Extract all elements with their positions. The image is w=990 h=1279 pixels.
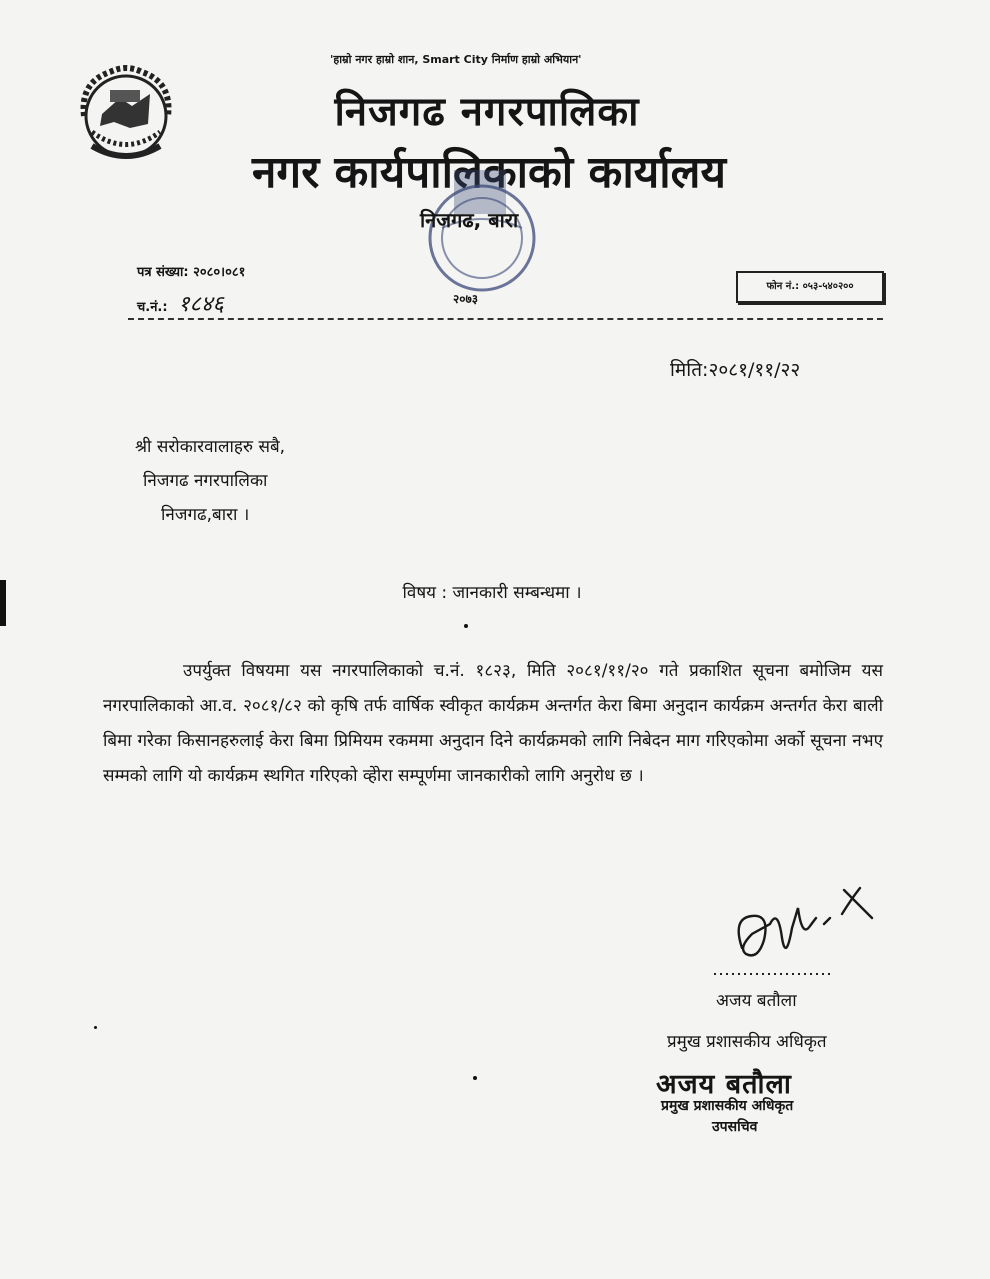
rank-seal: उपसचिव (712, 1119, 758, 1135)
office-address: निजगढ, बारा (420, 208, 519, 232)
title-seal: प्रमुख प्रशासकीय अधिकृत (661, 1098, 794, 1114)
addressee-line: श्री सरोकारवालाहरु सबै, (135, 437, 286, 457)
office-title: नगर कार्यपालिकाको कार्यालय (252, 147, 726, 198)
office-stamp (392, 170, 572, 306)
stamp-year: २०७३ (453, 292, 478, 306)
subject-line: विषय : जानकारी सम्बन्धमा । (402, 583, 582, 603)
addressee-block (135, 430, 285, 532)
scan-speck (94, 1026, 97, 1029)
letter-body: उपर्युक्त विषयमा यस नगरपालिकाको च.नं. १८२३, मिति २०८१/११/२० गते प्रकाशित सूचना बमोजिम यस नगरपालिकाको आ.व. २०८१/८२ को कृषि तर्फ वार्षिक स्वीकृत कार्यक्रम अन्तर्गत केरा बिमा अनुदान कार्यक्रम अन्तर्गत केरा बाली बिमा गरेका किसानहरुलाई केरा बिमा प्रिमियम रकममा अनुदान दिने कार्यक्रमको लागि निबेदन माग गरिएकोमा अर्को सूचना नभए सम्मको लागि यो कार्यक्रम स्थगित गरिएको व्हेोरा सम्पूर्णमा जानकारीको लागि अनुरोध छ । (103, 661, 883, 786)
signatory-title: प्रमुख प्रशासकीय अधिकृत (667, 1032, 827, 1052)
scan-speck (464, 624, 468, 628)
scan-speck (473, 1076, 477, 1080)
municipality-title: निजगढ नगरपालिका (334, 89, 640, 135)
slogan: 'हाम्रो नगर हाम्रो शान, Smart City निर्माण हाम्रो अभियान' (330, 53, 582, 66)
addressee-line: निजगढ नगरपालिका (143, 471, 268, 491)
dispatch-number: च.नं.: १८४६ (137, 292, 224, 317)
name-seal: अजय बतौला (656, 1069, 792, 1100)
letter-date: मिति:२०८१/११/२२ (670, 359, 801, 381)
letter-number: पत्र संख्या: २०८०।०८१ (137, 265, 246, 280)
header-divider (128, 318, 883, 320)
addressee-line: निजगढ,बारा । (161, 505, 250, 525)
signatory-name: अजय बतौला (716, 991, 797, 1011)
phone-box: फोन नं.: ०५३-५४०२०० (736, 271, 884, 303)
handwritten-signature (712, 878, 882, 978)
scan-edge-mark (0, 580, 6, 626)
